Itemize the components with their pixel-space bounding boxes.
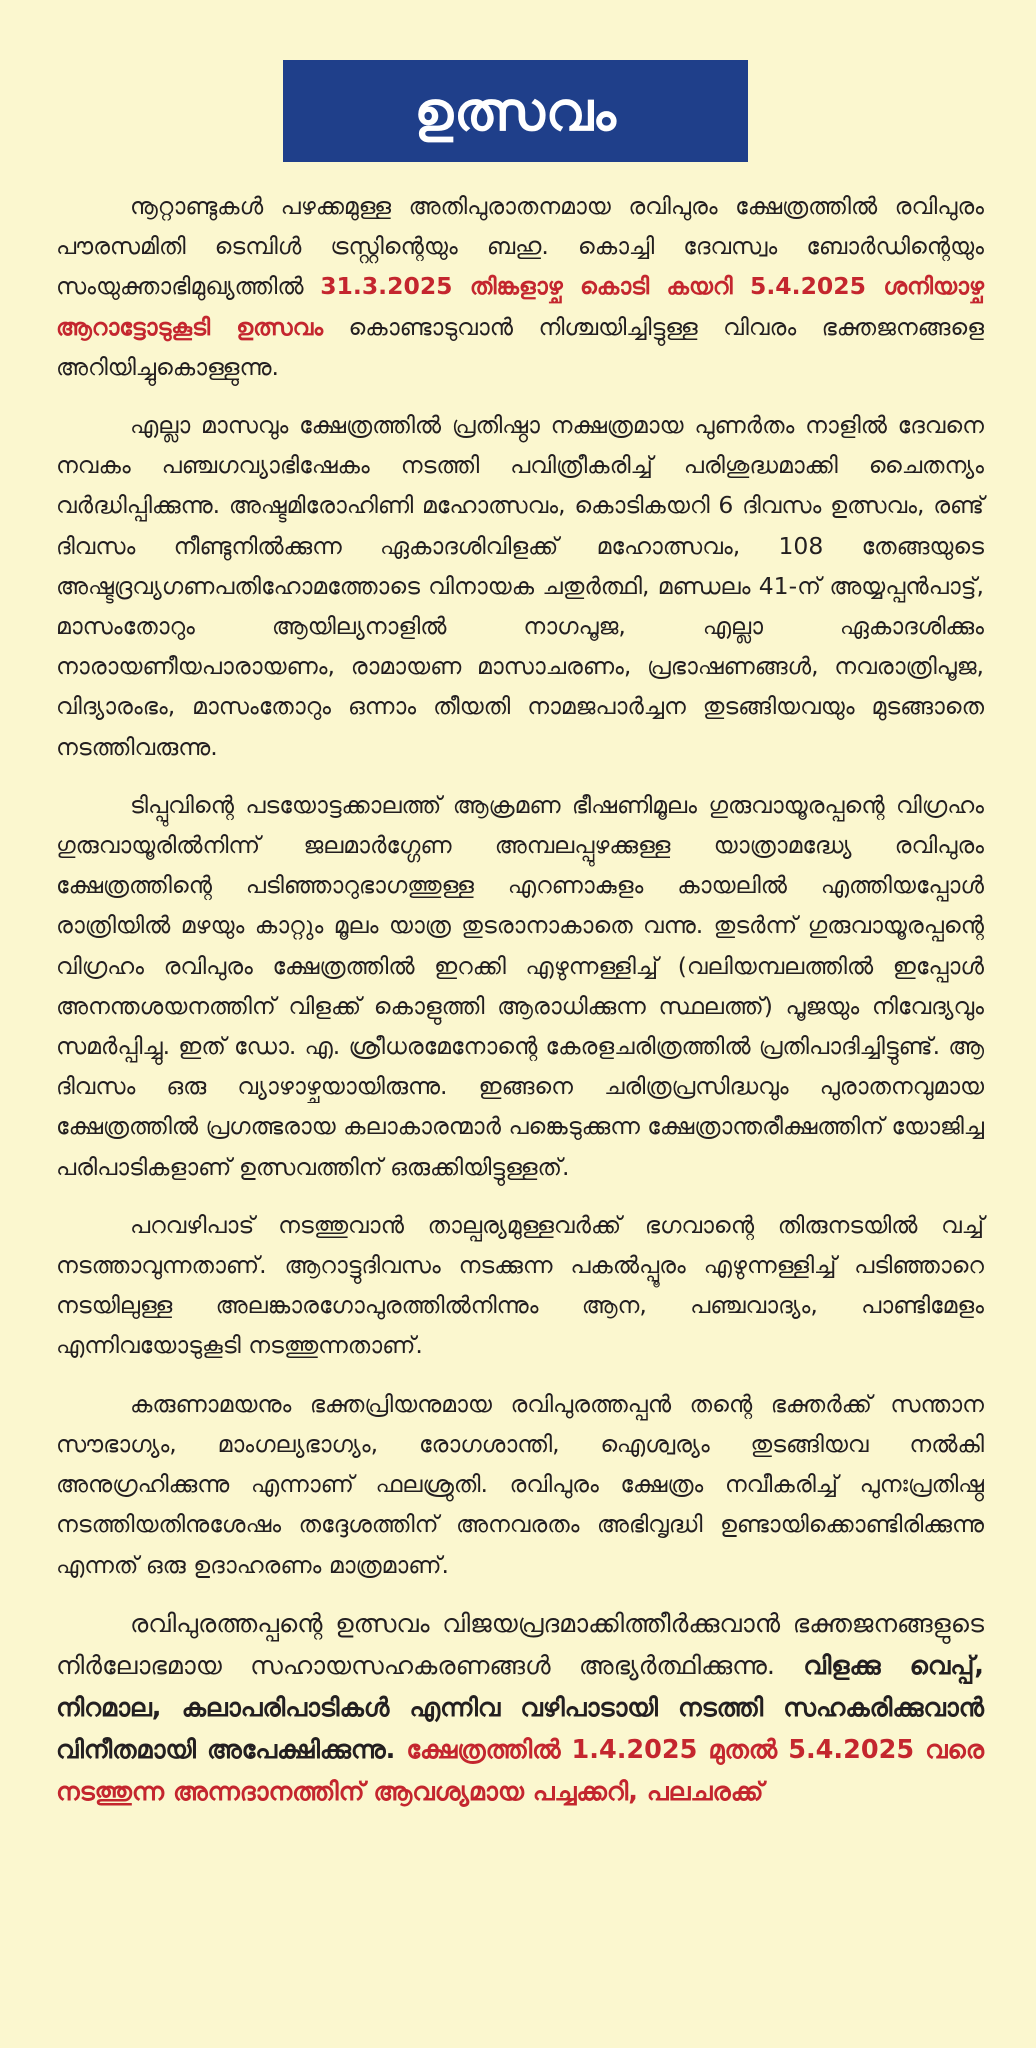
- paragraph-blessings: കരുണാമയനും ഭക്തപ്രിയനുമായ രവിപുരത്തപ്പൻ തന്റെ ഭക്തർക്ക് സന്താന സൗഭാഗ്യം, മാംഗല്യഭാഗ്യം, രോഗശാന്തി, ഐശ്വര്യം തുടങ്ങിയവ നൽകി അനുഗ്രഹിക്കുന്നു എന്നാണ് ഫലശ്രുതി. രവിപുരം ക്ഷേത്രം നവീകരിച്ച് പുനഃപ്രതിഷ്ഠ നടത്തിയതിനുശേഷം തദ്ദേശത്തിന് അനവരതം അഭിവൃദ്ധി ഉണ്ടായിക്കൊണ്ടിരിക്കുന്നു എന്നത് ഒരു ഉദാഹരണം മാത്രമാണ്.: [56, 1389, 984, 1579]
- appeal-text: രവിപുരത്തപ്പന്റെ ഉത്സവം വിജയപ്രദമാക്കിത്തീർക്കുവാൻ ഭക്തജനങ്ങളുടെ നിർലോഭമായ സഹായസഹകരണങ്ങൾ അഭ്യർത്ഥിക്കുന്നു.: [56, 1608, 984, 1681]
- paragraph-rituals: എല്ലാ മാസവും ക്ഷേത്രത്തിൽ പ്രതിഷ്ഠാ നക്ഷത്രമായ പുണർതം നാളിൽ ദേവനെ നവകം പഞ്ചഗവ്യാഭിഷേകം നടത്തി പവിത്രീകരിച്ച് പരിശുദ്ധമാക്കി ചൈതന്യം വർദ്ധിപ്പിക്കുന്നു. അഷ്ടമിരോഹിണി മഹോത്സവം, കൊടികയറി 6 ദിവസം ഉത്സവം, രണ്ട് ദിവസം നീണ്ടുനിൽക്കുന്ന ഏകാദശിവിളക്ക് മഹോത്സവം, 108 തേങ്ങയുടെ അഷ്ടദ്രവ്യഗണപതിഹോമത്തോടെ വിനായക ചതുർത്ഥി, മണ്ഡലം 41-ന് അയ്യപ്പൻപാട്ട്, മാസംതോറും ആയില്യനാളിൽ നാഗപൂജ, എല്ലാ ഏകാദശിക്കും നാരായണീയപാരായണം, രാമായണ മാസാചരണം, പ്രഭാഷണങ്ങൾ, നവരാത്രിപൂജ, വിദ്യാരംഭം, മാസംതോറും ഒന്നാം തീയതി നാമജപാർച്ചന തുടങ്ങിയവയും മുടങ്ങാതെ നടത്തിവരുന്നു.: [56, 411, 984, 761]
- intro-text: നൂറ്റാണ്ടുകൾ പഴക്കമുള്ള അതിപുരാതനമായ രവിപുരം ക്ഷേത്രത്തിൽ രവിപുരം പൗരസമിതി ടെമ്പിൾ ട്രസ്റ്റിന്റെയും ബഹു. കൊച്ചി ദേവസ്വം ബോർഡിന്റെയും സംയുക്താഭിമുഖ്യത്തിൽ: [56, 192, 984, 301]
- paragraph-history: ടിപ്പുവിന്റെ പടയോട്ടക്കാലത്ത് ആക്രമണ ഭീഷണിമൂലം ഗുരുവായൂരപ്പന്റെ വിഗ്രഹം ഗുരുവായൂരിൽനിന്ന് ജലമാർഗ്ഗേണ അമ്പലപ്പുഴക്കുള്ള യാത്രാമദ്ധ്യേ രവിപുരം ക്ഷേത്രത്തിന്റെ പടിഞ്ഞാറുഭാഗത്തുള്ള എറണാകുളം കായലിൽ എത്തിയപ്പോൾ രാത്രിയിൽ മഴയും കാറ്റും മൂലം യാത്ര തുടരാനാകാതെ വന്നു. തുടർന്ന് ഗുരുവായൂരപ്പന്റെ വിഗ്രഹം രവിപുരം ക്ഷേത്രത്തിൽ ഇറക്കി എഴുന്നള്ളിച്ച് (വലിയമ്പലത്തിൽ ഇപ്പോൾ അനന്തശയനത്തിന് വിളക്ക് കൊളുത്തി ആരാധിക്കുന്ന സ്ഥലത്ത്) പൂജയും നിവേദ്യവും സമർപ്പിച്ചു. ഇത് ഡോ. എ. ശ്രീധരമേനോന്റെ കേരളചരിത്രത്തിൽ പ്രതിപാദിച്ചിട്ടുണ്ട്. ആ ദിവസം ഒരു വ്യാഴാഴ്ചയായിരുന്നു. ഇങ്ങനെ ചരിത്രപ്രസിദ്ധവും പുരാതനവുമായ ക്ഷേത്രത്തിൽ പ്രഗത്ഭരായ കലാകാരന്മാർ പങ്കെടുക്കുന്ന ക്ഷേത്രാന്തരീക്ഷത്തിന് യോജിച്ച പരിപാടികളാണ് ഉത്സവത്തിന് ഒരുക്കിയിട്ടുള്ളത്.: [56, 790, 984, 1181]
- page-title: ഉത്സവം: [414, 78, 617, 143]
- paragraph-offerings: പറവഴിപാട് നടത്തുവാൻ താല്പര്യമുള്ളവർക്ക് ഭഗവാന്റെ തിരുനടയിൽ വച്ച് നടത്താവുന്നതാണ്. ആറാട്ടുദിവസം നടക്കുന്ന പകൽപ്പൂരം എഴുന്നള്ളിച്ച് പടിഞ്ഞാറെ നടയിലുള്ള അലങ്കാരഗോപുരത്തിൽനിന്നും ആന, പഞ്ചവാദ്യം, പാണ്ടിമേളം എന്നിവയോടുകൂടി നടത്തുന്നതാണ്.: [56, 1210, 984, 1360]
- festival-dates: 31.3.2025 തിങ്കളാഴ്ച കൊടി കയറി 5.4.2025 ശനിയാഴ്ച ആറാട്ടോടുകൂടി ഉത്സവം: [56, 272, 984, 341]
- annadanam-appeal: ക്ഷേത്രത്തിൽ 1.4.2025 മുതൽ 5.4.2025 വരെ നടത്തുന്ന അന്നദാനത്തിന് ആവശ്യമായ പച്ചക്കറി, പലചരക്ക്: [56, 1734, 984, 1807]
- body-text: [56, 186, 984, 1831]
- paragraph-intro: [56, 186, 984, 387]
- title-banner: [283, 60, 748, 162]
- intro-text-end: കൊണ്ടാടുവാൻ നിശ്ചയിച്ചിട്ടുള്ള വിവരം ഭക്തജനങ്ങളെ അറിയിച്ചുകൊള്ളുന്നു.: [56, 312, 984, 381]
- appeal-offerings: വിളക്കു വെപ്പ്, നിറമാല, കലാപരിപാടികൾ എന്നിവ വഴിപാടായി നടത്തി സഹകരിക്കുവാൻ വിനീതമായി അപേക്ഷിക്കുന്നു.: [56, 1650, 984, 1765]
- paragraph-appeal: [56, 1603, 984, 1813]
